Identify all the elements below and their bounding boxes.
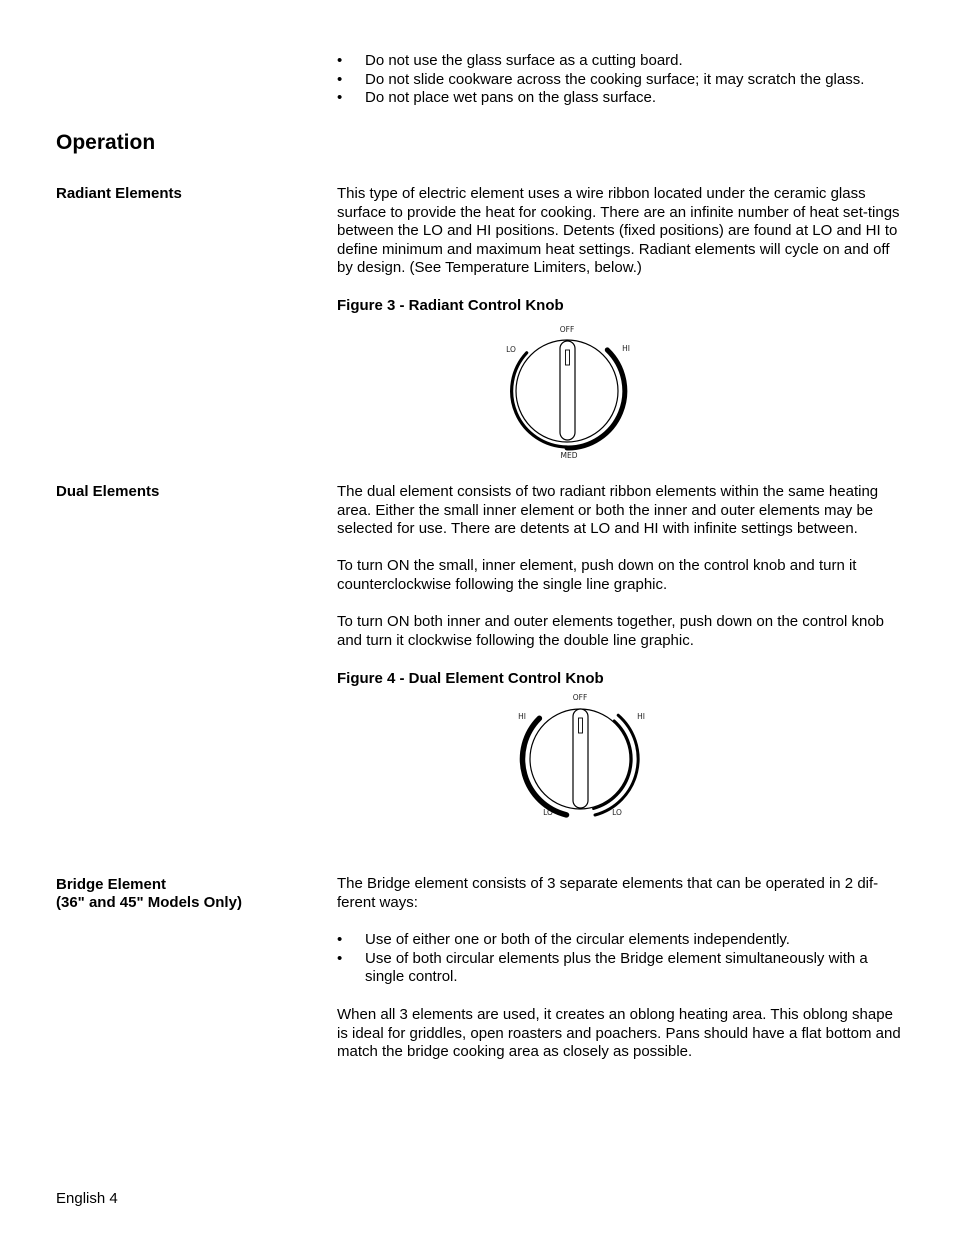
knob-label-hi-left: HI <box>518 712 526 721</box>
section-title: Operation <box>56 131 156 154</box>
bullet-marker: • <box>337 931 343 948</box>
bridge-element-intro: The Bridge element consists of 3 separate elements that can be operated in 2 dif-ferent ways: <box>337 875 879 911</box>
knob-label-lo: LO <box>506 345 516 354</box>
bullet-text: Do not place wet pans on the glass surface. <box>365 89 657 107</box>
knob-label-hi-right: HI <box>637 712 645 721</box>
bullet-text: Use of both circular elements plus the Bridge element simultaneously with a single control. <box>365 949 868 986</box>
bullet-text: Do not slide cookware across the cooking surface; it may scratch the glass. <box>365 70 865 88</box>
list-item <box>337 950 885 987</box>
list-item <box>337 89 907 108</box>
knob-label-off: OFF <box>559 325 575 334</box>
figure-3-caption: Figure 3 - Radiant Control Knob <box>337 297 564 314</box>
bullet-text: Use of either one or both of the circular elements independently. <box>365 931 790 948</box>
bridge-element-label-line-1: Bridge Element <box>56 876 167 893</box>
bullet-marker: • <box>337 52 343 69</box>
knob-label-hi: HI <box>622 344 630 353</box>
bridge-bullet-list <box>337 931 907 987</box>
knob-indicator <box>566 350 570 365</box>
radiant-elements-label: Radiant Elements <box>56 185 182 202</box>
list-item <box>337 931 907 950</box>
knob-label-off: OFF <box>572 693 588 702</box>
dual-element-control-knob-figure <box>507 688 657 820</box>
dual-elements-paragraph-3: To turn ON both inner and outer elements together, push down on the control knob and turn it clockwise following the double line graphic. <box>337 613 885 649</box>
page-footer: English 4 <box>56 1190 118 1207</box>
bullet-marker: • <box>337 949 343 967</box>
bridge-element-label-line-2: (36" and 45" Models Only) <box>56 893 242 911</box>
figure-4-caption: Figure 4 - Dual Element Control Knob <box>337 670 604 687</box>
dual-elements-paragraph-1: The dual element consists of two radiant ribbon elements within the same heating area. Either the small inner element or both the inner and outer elements may be selected for use. There are detents at LO and HI with infinite settings between. <box>337 483 879 538</box>
list-item <box>337 52 907 71</box>
dual-elements-paragraph-2: To turn ON the small, inner element, push down on the control knob and turn it counterclockwise following the single line graphic. <box>337 557 857 593</box>
dual-elements-label: Dual Elements <box>56 483 160 500</box>
bullet-marker: • <box>337 89 343 107</box>
bullet-text: Do not use the glass surface as a cutting board. <box>365 52 683 69</box>
knob-label-lo-right: LO <box>612 808 622 817</box>
top-bullet-list <box>337 52 907 108</box>
bridge-element-label <box>56 876 316 911</box>
knob-indicator <box>579 718 583 733</box>
knob-label-med: MED <box>560 451 578 460</box>
knob-label-lo-left: LO <box>543 808 553 817</box>
bridge-element-closing: When all 3 elements are used, it creates an oblong heating area. This oblong shape is ideal for griddles, open roasters and poachers. Pans should have a flat bottom and match the bridge cooking area as closely as possible. <box>337 1006 901 1061</box>
radiant-control-knob-figure <box>496 320 642 465</box>
list-item <box>337 71 907 90</box>
bullet-marker: • <box>337 70 343 88</box>
radiant-elements-text: This type of electric element uses a wire ribbon located under the ceramic glass surface to provide the heat for cooking. There are an infinite number of heat set-tings between the LO and HI positions. Detents (fixed positions) are found at LO and HI to define minimum and maximum heat settings. Radiant elements will cycle on and off by design. (See Temperature Limiters, below.) <box>337 185 900 277</box>
